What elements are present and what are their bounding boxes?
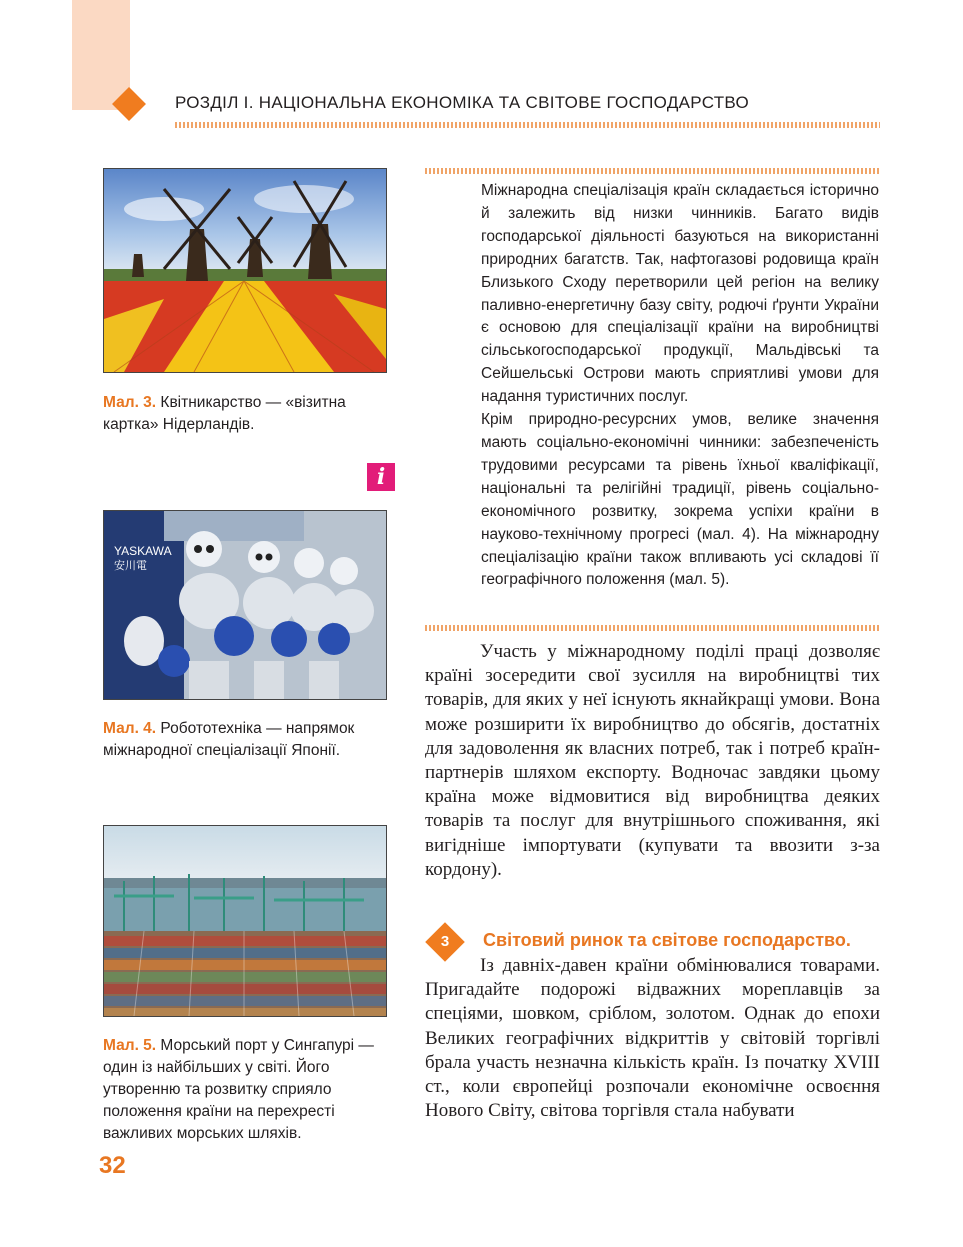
info-paragraph-2: Крім природно-ресурсних умов, велике значення мають соціально-економічні чинники: забезпеченість трудовими ресурсами та рівень їхньої кваліфікації, національні та релігійні традиції, рівень соціально-економічного розвитку, зокрема успіхи країни в науково-технічному прогресі (мал. 4). На міжнародну спеціалізацію країни також впливають усі складові її географічного положення (мал. 5).: [481, 411, 879, 589]
port-image: [104, 826, 386, 1016]
info-paragraph-1: Міжнародна спеціалізація країн складається історично й залежить від низки чинників. Багато видів господарської діяльності базуються на використанні природних багатств. Так, нафтогазові родовища країн Близького Сходу перетворили цей регіон на велику паливно-енергетичну базу світу, родючі ґрунти України є основою для спеціалізації країни на виробництві сільськогосподарської продукції, Мальдівські та Сейшельські Острови мають сприятливі умови для надання туристичних послуг.: [481, 182, 879, 406]
figure-5-caption: Мал. 5. Морський порт у Сингапурі — один із найбільших у світі. Його утворенню та розвитку сприяло положення країни на перехресті важливих морських шляхів.: [103, 1037, 374, 1142]
info-box-top-rule: [425, 168, 880, 174]
figure-4-photo: [103, 510, 387, 700]
robot-sign-kanji: 安川電: [114, 559, 147, 572]
header-dotted-rule: [175, 122, 880, 128]
figure-3-photo: [103, 168, 387, 373]
section-paragraph-1: Із давніх-давен країни обмінювалися товарами. Пригадайте подорожі відважних мореплавців за спеціями, шовком, сріблом, золотом. Однак до епохи Великих географічних відкриттів у світовій торгівлі брала участь незначна кількість країн. Із початку XVIII ст., коли європейці розпочали економічне освоєння Нового Світу, світова торгівля стала набувати: [425, 955, 880, 1122]
figure-4-caption: Мал. 4. Робототехніка — напрямок міжнародної спеціалізації Японії.: [103, 720, 355, 759]
info-box: [481, 180, 879, 592]
robot-sign-text: YASKAWA: [114, 544, 172, 558]
section-body-text: [425, 954, 880, 1123]
windmills-tulips-image: [104, 169, 386, 372]
figure-3-caption: Мал. 3. Квітникарство — «візитна картка» Нідерландів.: [103, 394, 346, 433]
chapter-title: РОЗДІЛ І. НАЦІОНАЛЬНА ЕКОНОМІКА ТА СВІТОВЕ ГОСПОДАРСТВО: [175, 93, 750, 112]
page-number: 32: [99, 1152, 126, 1179]
info-icon: i: [367, 463, 395, 491]
info-box-bottom-rule: [425, 625, 880, 631]
figure-5-photo: [103, 825, 387, 1017]
body-paragraph-1: Участь у міжнародному поділі праці дозволяє країні зосередити свої зусилля на виробництві тих товарів, для яких у неї існують якнайкращі умови. Вона може розширити їх виробництво до обсягів, достатніх для задоволення як власних потреб, так і потреб країн-партнерів шляхом експорту. Водночас завдяки цьому країна може відмовитися від виробництва деяких товарів та послуг для внутрішнього споживання, які вигідніше імпортувати (купувати та ввозити з-за кордону).: [425, 641, 880, 880]
section-number-badge: 3: [425, 922, 465, 962]
body-text: [425, 640, 880, 882]
robots-image: [104, 511, 386, 699]
section-title: Світовий ринок та світове господарство.: [483, 930, 851, 950]
